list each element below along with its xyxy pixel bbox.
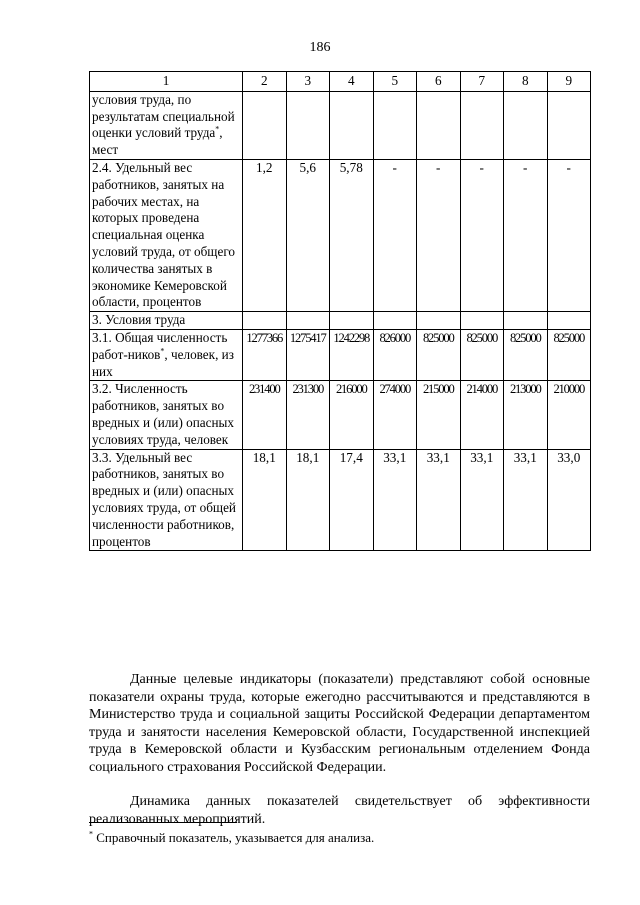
table-row [90, 449, 591, 551]
table-cell: 825000 [504, 329, 548, 380]
table-cell [460, 312, 504, 330]
table-cell: 33,1 [504, 449, 548, 551]
body-paragraph: Данные целевые индикаторы (показатели) представляют собой основные показатели охраны труда, которые ежегодно рассчитываются и представляются в Министерство труда и социальной защиты Российской Федерации департаментом труда и занятости населения Кемеровской области, Государственной инспекцией труда в Кемеровской области и Кузбасским региональным отделением Фонда социального страхования Российской Федерации. [89, 672, 590, 775]
column-header: 3 [286, 72, 330, 92]
footnote-marker: * [89, 829, 93, 839]
table-cell: 5,78 [330, 159, 374, 311]
table-cell [286, 91, 330, 159]
table-cell [460, 91, 504, 159]
table-cell: 18,1 [286, 449, 330, 551]
column-header: 7 [460, 72, 504, 92]
table-cell: 825000 [460, 329, 504, 380]
table-cell [417, 312, 461, 330]
table-cell: 1,2 [243, 159, 287, 311]
row-label [90, 91, 243, 159]
table-cell [330, 312, 374, 330]
table-cell: 215000 [417, 381, 461, 449]
table-cell: 1242298 [330, 329, 374, 380]
table-cell: - [460, 159, 504, 311]
table-cell: 1277366 [243, 329, 287, 380]
table-cell [373, 312, 417, 330]
table-cell: 17,4 [330, 449, 374, 551]
column-header: 6 [417, 72, 461, 92]
table-cell: 33,1 [373, 449, 417, 551]
column-header: 2 [243, 72, 287, 92]
table-row [90, 91, 591, 159]
table-cell: 33,0 [547, 449, 591, 551]
table-cell [504, 312, 548, 330]
table-row [90, 159, 591, 311]
row-label-text: условия труда, по результатам специальной оценки условий труда [92, 91, 235, 141]
table-cell: 231300 [286, 381, 330, 449]
page-number: 186 [309, 40, 331, 55]
table-cell: 274000 [373, 381, 417, 449]
table-cell: 18,1 [243, 449, 287, 551]
table-cell: 214000 [460, 381, 504, 449]
table-cell: 213000 [504, 381, 548, 449]
row-label-suffix: , человек, из них [92, 346, 234, 379]
row-label-text: 3.1. Общая численность работ-ников [92, 329, 228, 362]
table-cell: 210000 [547, 381, 591, 449]
row-label: 2.4. Удельный вес работников, занятых на рабочих местах, на которых проведена специальная оценка условий труда, от общего количества занятых в экономике Кемеровской области, процентов [90, 159, 243, 311]
table-row [90, 329, 591, 380]
table-cell: - [373, 159, 417, 311]
table-cell: - [504, 159, 548, 311]
table-row [90, 312, 591, 330]
table-row [90, 381, 591, 449]
table-cell: 33,1 [417, 449, 461, 551]
footnote-divider [89, 822, 237, 823]
row-label [90, 329, 243, 380]
table-cell: 826000 [373, 329, 417, 380]
table-cell: 5,6 [286, 159, 330, 311]
table-cell: - [547, 159, 591, 311]
table-cell: 825000 [417, 329, 461, 380]
row-label: 3.2. Численность работников, занятых во вредных и (или) опасных условиях труда, человек [90, 381, 243, 449]
footnote-text: Справочный показатель, указывается для анализа. [93, 830, 375, 845]
row-label: 3.3. Удельный вес работников, занятых во вредных и (или) опасных условиях труда, от общей численности работников, процентов [90, 449, 243, 551]
footnote-marker: * [215, 125, 220, 134]
table-cell: 33,1 [460, 449, 504, 551]
table-cell: 825000 [547, 329, 591, 380]
table-cell [547, 91, 591, 159]
table-cell [504, 91, 548, 159]
table-cell: 216000 [330, 381, 374, 449]
row-label-suffix: , мест [92, 125, 223, 158]
table-cell: 231400 [243, 381, 287, 449]
table-cell [243, 91, 287, 159]
footnote-marker: * [160, 346, 165, 356]
column-header: 9 [547, 72, 591, 92]
table-cell [417, 91, 461, 159]
table-cell [243, 312, 287, 330]
footnote [89, 830, 590, 846]
table-cell [286, 312, 330, 330]
column-header: 8 [504, 72, 548, 92]
column-header: 1 [90, 72, 243, 92]
indicator-table [89, 71, 591, 551]
column-header: 5 [373, 72, 417, 92]
table-cell [330, 91, 374, 159]
body-paragraph: Динамика данных показателей свидетельствует об эффективности реализованных мероприятий. [89, 794, 590, 827]
table-cell: - [417, 159, 461, 311]
table-cell [373, 91, 417, 159]
table-header-row [90, 72, 591, 92]
section-heading: 3. Условия труда [90, 312, 243, 330]
table-cell: 1275417 [286, 329, 330, 380]
table-cell [547, 312, 591, 330]
column-header: 4 [330, 72, 374, 92]
